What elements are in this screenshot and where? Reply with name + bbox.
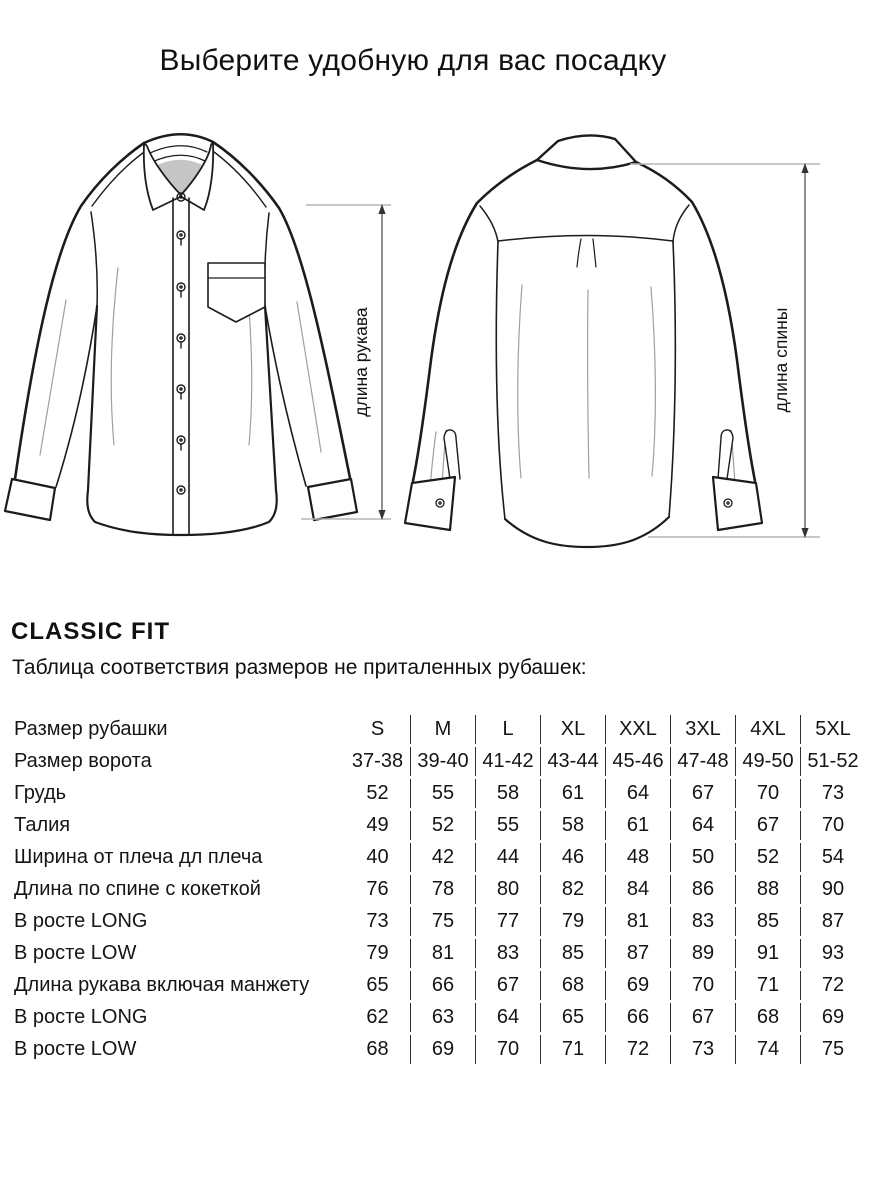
size-value-cell: 72 (800, 971, 865, 1000)
size-value-cell: 66 (410, 971, 475, 1000)
size-value-cell: 87 (800, 907, 865, 936)
size-value-cell: 72 (605, 1035, 670, 1064)
size-value-cell: 4XL (735, 715, 800, 744)
size-value-cell: 44 (475, 843, 540, 872)
row-label: В росте LOW (14, 1038, 137, 1060)
back-shirt-drawing (405, 135, 762, 547)
size-value-cell: 64 (475, 1003, 540, 1032)
size-value-cell: 62 (366, 1006, 389, 1028)
page-title: Выберите удобную для вас посадку (159, 44, 667, 77)
size-value-cell: 55 (410, 779, 475, 808)
size-value-cell: 68 (366, 1038, 389, 1060)
size-value-cell: 86 (670, 875, 735, 904)
size-value-cell: 49-50 (735, 747, 800, 776)
size-value-cell: 74 (735, 1035, 800, 1064)
size-value-cell: 76 (366, 878, 389, 900)
size-value-cell: 77 (475, 907, 540, 936)
size-value-cell: 69 (410, 1035, 475, 1064)
row-label: Размер ворота (14, 750, 152, 772)
size-value-cell: 45-46 (605, 747, 670, 776)
size-value-cell: 79 (540, 907, 605, 936)
size-value-cell: 78 (410, 875, 475, 904)
size-table-row (14, 971, 865, 1000)
size-value-cell: 66 (605, 1003, 670, 1032)
size-value-cell: 47-48 (670, 747, 735, 776)
size-value-cell: 52 (366, 782, 389, 804)
row-label: Длина по спине с кокеткой (14, 878, 261, 900)
sleeve-length-dimension (301, 204, 391, 520)
size-value-cell: 64 (670, 811, 735, 840)
size-value-cell: 83 (475, 939, 540, 968)
size-table-row (14, 907, 865, 936)
sleeve-length-label: длина рукава (351, 307, 371, 417)
size-table-row (14, 1003, 865, 1032)
size-value-cell: XL (540, 715, 605, 744)
size-value-cell: 55 (475, 811, 540, 840)
size-value-cell: 39-40 (410, 747, 475, 776)
size-value-cell: 87 (605, 939, 670, 968)
size-value-cell: 51-52 (800, 747, 865, 776)
size-value-cell: 48 (605, 843, 670, 872)
size-value-cell: 82 (540, 875, 605, 904)
back-length-label: длина спины (771, 307, 791, 413)
size-table-container (14, 712, 867, 1067)
size-table-row (14, 715, 865, 744)
size-table-row (14, 811, 865, 840)
size-value-cell: 50 (670, 843, 735, 872)
size-value-cell: 54 (800, 843, 865, 872)
size-value-cell: 83 (670, 907, 735, 936)
size-value-cell: 73 (366, 910, 389, 932)
size-value-cell: L (475, 715, 540, 744)
row-label: Грудь (14, 782, 67, 804)
row-label: В росте LONG (14, 1006, 148, 1028)
size-value-cell: 67 (735, 811, 800, 840)
size-value-cell: 5XL (800, 715, 865, 744)
size-value-cell: 91 (735, 939, 800, 968)
size-value-cell: M (410, 715, 475, 744)
size-table-row (14, 843, 865, 872)
size-value-cell: 81 (605, 907, 670, 936)
size-value-cell: 90 (800, 875, 865, 904)
size-value-cell: 79 (366, 942, 389, 964)
size-value-cell: 69 (800, 1003, 865, 1032)
size-value-cell: 40 (366, 846, 389, 868)
size-value-cell: 85 (735, 907, 800, 936)
front-shirt-drawing (5, 134, 357, 535)
row-label: В росте LOW (14, 942, 137, 964)
size-value-cell: 49 (366, 814, 389, 836)
row-label: В росте LONG (14, 910, 148, 932)
size-value-cell: 65 (540, 1003, 605, 1032)
size-value-cell: 42 (410, 843, 475, 872)
size-value-cell: 70 (475, 1035, 540, 1064)
size-value-cell: 69 (605, 971, 670, 1000)
size-table (14, 712, 865, 1067)
section-heading: CLASSIC FIT (11, 618, 170, 645)
shirt-diagrams (0, 120, 881, 590)
size-table-row (14, 875, 865, 904)
size-value-cell: 93 (800, 939, 865, 968)
size-value-cell: 71 (540, 1035, 605, 1064)
size-value-cell: 67 (670, 1003, 735, 1032)
size-value-cell: 70 (735, 779, 800, 808)
size-table-row (14, 779, 865, 808)
size-value-cell: 73 (800, 779, 865, 808)
size-value-cell: 75 (410, 907, 475, 936)
size-table-row (14, 939, 865, 968)
size-value-cell: 58 (475, 779, 540, 808)
table-caption: Таблица соответствия размеров не приталенных рубашек: (12, 656, 587, 679)
size-value-cell: 64 (605, 779, 670, 808)
size-table-body (14, 715, 865, 1064)
chest-pocket (208, 263, 265, 322)
size-value-cell: 37-38 (351, 750, 404, 772)
size-value-cell: 46 (540, 843, 605, 872)
size-value-cell: 84 (605, 875, 670, 904)
size-value-cell: 52 (410, 811, 475, 840)
button-row (177, 193, 185, 494)
row-label: Размер рубашки (14, 718, 168, 740)
size-value-cell: 81 (410, 939, 475, 968)
size-value-cell: 67 (475, 971, 540, 1000)
size-value-cell: 88 (735, 875, 800, 904)
size-value-cell: 70 (670, 971, 735, 1000)
size-value-cell: 58 (540, 811, 605, 840)
size-value-cell: 3XL (670, 715, 735, 744)
size-table-row (14, 1035, 865, 1064)
row-label: Ширина от плеча дл плеча (14, 846, 263, 868)
size-value-cell: 63 (410, 1003, 475, 1032)
size-value-cell: 67 (670, 779, 735, 808)
size-value-cell: 65 (366, 974, 389, 996)
size-value-cell: S (370, 718, 385, 740)
size-value-cell: 43-44 (540, 747, 605, 776)
size-value-cell: 73 (670, 1035, 735, 1064)
size-value-cell: 71 (735, 971, 800, 1000)
size-value-cell: XXL (605, 715, 670, 744)
size-value-cell: 61 (605, 811, 670, 840)
size-value-cell: 85 (540, 939, 605, 968)
size-table-row (14, 747, 865, 776)
size-value-cell: 68 (540, 971, 605, 1000)
size-value-cell: 68 (735, 1003, 800, 1032)
size-value-cell: 70 (800, 811, 865, 840)
size-value-cell: 52 (735, 843, 800, 872)
size-value-cell: 89 (670, 939, 735, 968)
row-label: Длина рукава включая манжету (14, 974, 310, 996)
size-value-cell: 41-42 (475, 747, 540, 776)
row-label: Талия (14, 814, 71, 836)
size-value-cell: 61 (540, 779, 605, 808)
size-value-cell: 80 (475, 875, 540, 904)
size-value-cell: 75 (800, 1035, 865, 1064)
